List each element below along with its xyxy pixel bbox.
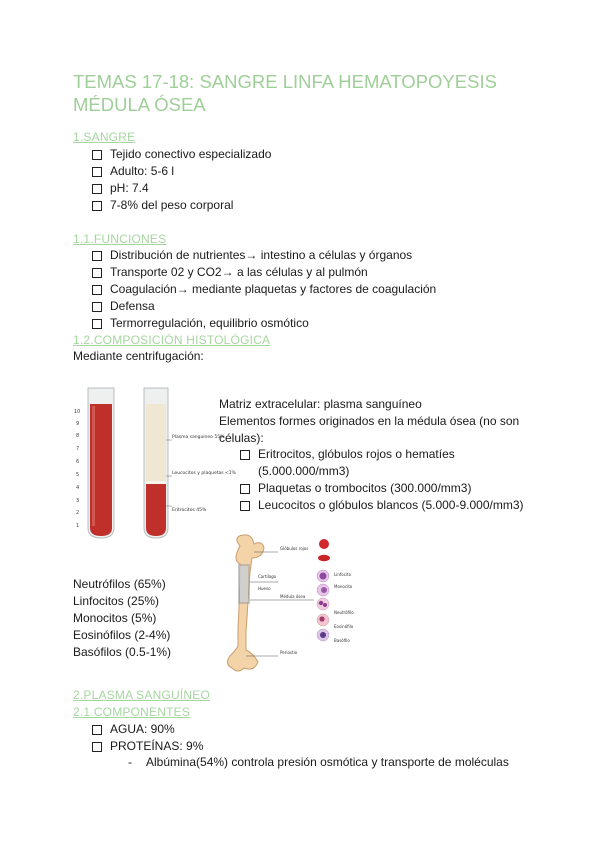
checkbox-icon[interactable] — [240, 450, 250, 460]
svg-text:Eosinófilo: Eosinófilo — [334, 624, 354, 629]
section-heading-componentes: 2.1.COMPONENTES — [73, 705, 191, 719]
svg-text:8: 8 — [76, 433, 80, 439]
checkbox-icon[interactable] — [240, 484, 250, 494]
formed-elements-text-2: células): — [219, 431, 264, 445]
list-item: PROTEÍNAS: 9% — [92, 738, 203, 755]
bone-pointer-lines — [246, 552, 314, 656]
leukocyte-monocitos: Monocitos (5%) — [73, 611, 157, 625]
femur-bone — [227, 535, 264, 671]
sangre-list — [92, 146, 271, 214]
svg-text:10: 10 — [74, 409, 81, 415]
leukocyte-eosinofilos: Eosinófilos (2-4%) — [73, 628, 171, 642]
checkbox-icon[interactable] — [92, 285, 102, 295]
checkbox-icon[interactable] — [92, 150, 102, 160]
svg-text:Plasma sanguíneo 55%: Plasma sanguíneo 55% — [172, 435, 225, 440]
matrix-text: Matriz extracelular: plasma sanguíneo — [219, 397, 422, 411]
checkbox-icon[interactable] — [92, 268, 102, 278]
svg-text:Leucocitos y plaquetas <1%: Leucocitos y plaquetas <1% — [172, 471, 236, 476]
section-heading-composicion: 1.2.COMPOSICIÓN HISTOLÓGICA — [73, 333, 271, 347]
checkbox-icon[interactable] — [92, 742, 102, 752]
list-item: Coagulación→ mediante plaquetas y factores de coagulación — [92, 281, 436, 298]
checkbox-icon[interactable] — [92, 319, 102, 329]
checkbox-icon[interactable] — [240, 501, 250, 511]
white-blood-cells — [317, 570, 329, 641]
list-item: Transporte 02 y CO2→ a las células y al pulmón — [92, 264, 436, 281]
whole-blood-tube — [88, 388, 114, 538]
section-heading-plasma: 2.PLASMA SANGUÍNEO — [73, 688, 210, 702]
list-item: pH: 7.4 — [92, 180, 271, 197]
svg-text:9: 9 — [76, 421, 80, 427]
svg-text:Hueso: Hueso — [258, 586, 271, 591]
list-item: Eritrocitos, glóbulos rojos o hematíes — [240, 446, 455, 463]
funciones-list — [92, 247, 436, 332]
section-heading-funciones: 1.1.FUNCIONES — [73, 232, 167, 246]
leukocyte-neutrofilos: Neutrófilos (65%) — [73, 577, 166, 591]
erythrocyte-count: (5.000.000/mm3) — [258, 464, 350, 478]
checkbox-icon[interactable] — [92, 184, 102, 194]
red-blood-cells — [318, 539, 330, 561]
sub-bullet-dash: - — [128, 755, 132, 769]
list-item: Distribución de nutrientes→ intestino a células y órganos — [92, 247, 436, 264]
formed-elements-text: Elementos formes originados en la médula ósea (no son — [219, 414, 520, 428]
bone-marrow-figure — [218, 532, 358, 674]
checkbox-icon[interactable] — [92, 725, 102, 735]
svg-text:Eritrocitos 45%: Eritrocitos 45% — [172, 508, 207, 513]
checkbox-icon[interactable] — [92, 302, 102, 312]
centrifuged-tube — [144, 388, 168, 538]
leukocyte-basofilos: Basófilos (0.5-1%) — [73, 645, 172, 659]
checkbox-icon[interactable] — [92, 201, 102, 211]
svg-text:1: 1 — [76, 523, 80, 529]
svg-text:4: 4 — [76, 485, 80, 491]
list-item: Defensa — [92, 298, 436, 315]
albumina-text: Albúmina(54%) controla presión osmótica y transporte de moléculas — [146, 755, 509, 769]
list-item: Leucocitos o glóbulos blancos (5.000-9.000/mm3) — [240, 497, 524, 514]
list-item: Termorregulación, equilibrio osmótico — [92, 315, 436, 332]
svg-text:2: 2 — [76, 510, 80, 516]
svg-text:Médula ósea: Médula ósea — [280, 594, 306, 599]
svg-text:Monocito: Monocito — [334, 584, 353, 589]
svg-text:Cartílago: Cartílago — [258, 574, 277, 579]
section-heading-sangre: 1.SANGRE — [73, 130, 136, 144]
svg-text:Periostio: Periostio — [280, 650, 298, 655]
svg-text:3: 3 — [76, 498, 80, 504]
svg-text:Glóbulos rojos: Glóbulos rojos — [280, 546, 309, 551]
componentes-list — [92, 721, 203, 755]
bone-labels — [258, 546, 354, 655]
centrifuge-tubes-figure — [72, 380, 236, 542]
centrifugation-intro: Mediante centrifugación: — [73, 349, 204, 363]
svg-text:Basófilo: Basófilo — [334, 638, 350, 643]
checkbox-icon[interactable] — [92, 167, 102, 177]
checkbox-icon[interactable] — [92, 251, 102, 261]
list-item: Adulto: 5-6 l — [92, 163, 271, 180]
list-item: AGUA: 90% — [92, 721, 203, 738]
formed-elements-list-2 — [240, 480, 524, 514]
svg-text:Linfocito: Linfocito — [334, 572, 352, 577]
page-title: TEMAS 17-18: SANGRE LINFA HEMATOPOYESIS MÉDULA ÓSEA — [73, 71, 497, 115]
list-item: Tejido conectivo especializado — [92, 146, 271, 163]
leukocyte-linfocitos: Linfocitos (25%) — [73, 594, 160, 608]
list-item: Plaquetas o trombocitos (300.000/mm3) — [240, 480, 524, 497]
svg-text:Neutrófilo: Neutrófilo — [334, 610, 354, 615]
svg-text:5: 5 — [76, 472, 80, 478]
svg-text:6: 6 — [76, 459, 80, 465]
list-item: 7-8% del peso corporal — [92, 197, 271, 214]
formed-elements-list — [240, 446, 455, 463]
svg-text:7: 7 — [76, 446, 80, 452]
tube-scale — [74, 409, 80, 529]
